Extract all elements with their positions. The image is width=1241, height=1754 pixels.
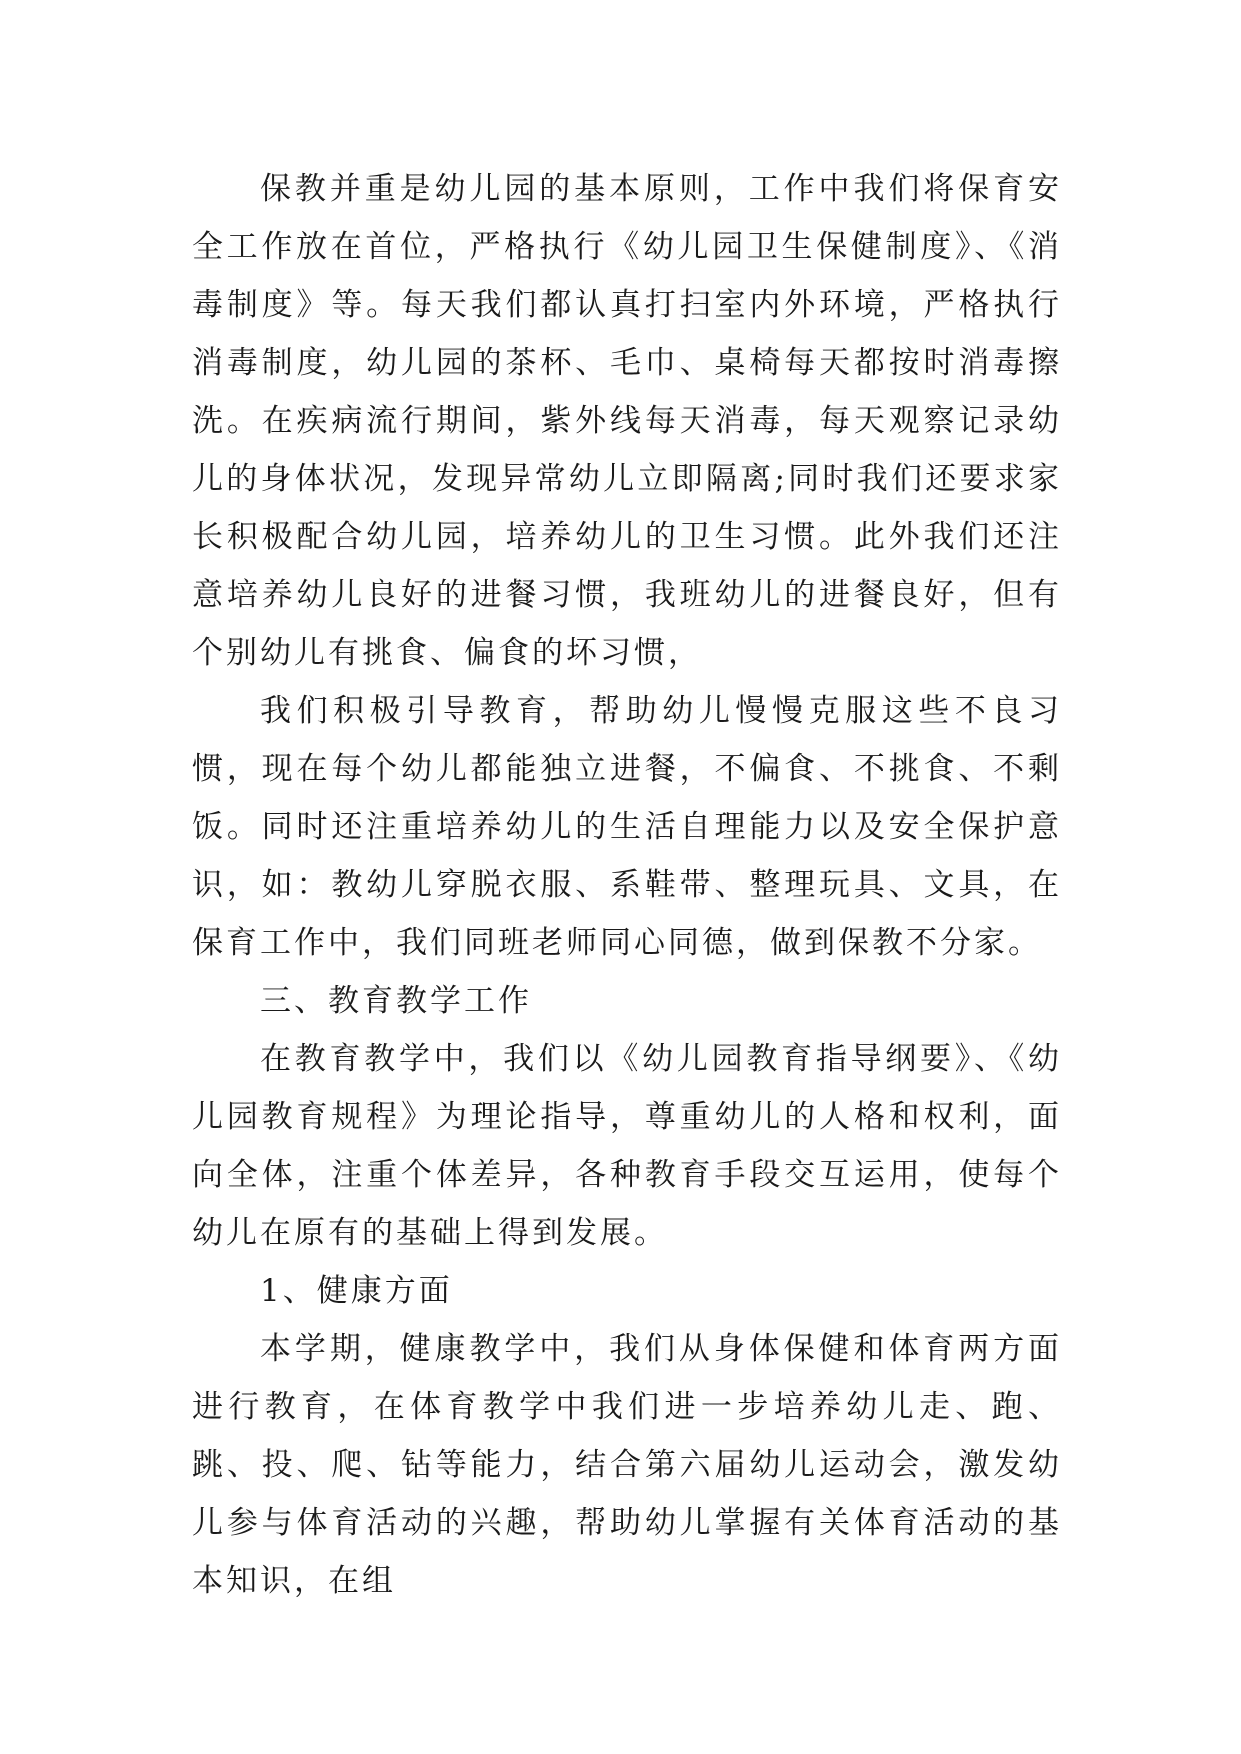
paragraph-teaching-guidelines: 在教育教学中，我们以《幼儿园教育指导纲要》、《幼儿园教育规程》为理论指导，尊重幼儿的人格和权利，面向全体，注重个体差异，各种教育手段交互运用，使每个幼儿在原有的基础上得到发展。 <box>192 1041 1062 1251</box>
paragraph-eating-habits: 我们积极引导教育，帮助幼儿慢慢克服这些不良习惯，现在每个幼儿都能独立进餐，不偏食、不挑食、不剩饭。同时还注重培养幼儿的生活自理能力以及安全保护意识，如：教幼儿穿脱衣服、系鞋带、整理玩具、文具，在保育工作中，我们同班老师同心同德，做到保教不分家。 <box>192 693 1062 961</box>
paragraph-health-education: 本学期，健康教学中，我们从身体保健和体育两方面进行教育，在体育教学中我们进一步培养幼儿走、跑、跳、投、爬、钻等能力，结合第六届幼儿运动会，激发幼儿参与体育活动的兴趣，帮助幼儿掌握有关体育活动的基本知识，在组 <box>192 1331 1062 1599</box>
subsection-heading-health: 1、健康方面 <box>260 1273 453 1309</box>
document-body <box>192 160 1062 1610</box>
section-heading-teaching: 三、教育教学工作 <box>260 983 532 1019</box>
paragraph-hygiene-safety: 保教并重是幼儿园的基本原则，工作中我们将保育安全工作放在首位，严格执行《幼儿园卫生保健制度》、《消毒制度》等。每天我们都认真打扫室内外环境，严格执行消毒制度，幼儿园的茶杯、毛巾、桌椅每天都按时消毒擦洗。在疾病流行期间，紫外线每天消毒，每天观察记录幼儿的身体状况，发现异常幼儿立即隔离;同时我们还要求家长积极配合幼儿园，培养幼儿的卫生习惯。此外我们还注意培养幼儿良好的进餐习惯，我班幼儿的进餐良好，但有个别幼儿有挑食、偏食的坏习惯， <box>192 171 1062 671</box>
